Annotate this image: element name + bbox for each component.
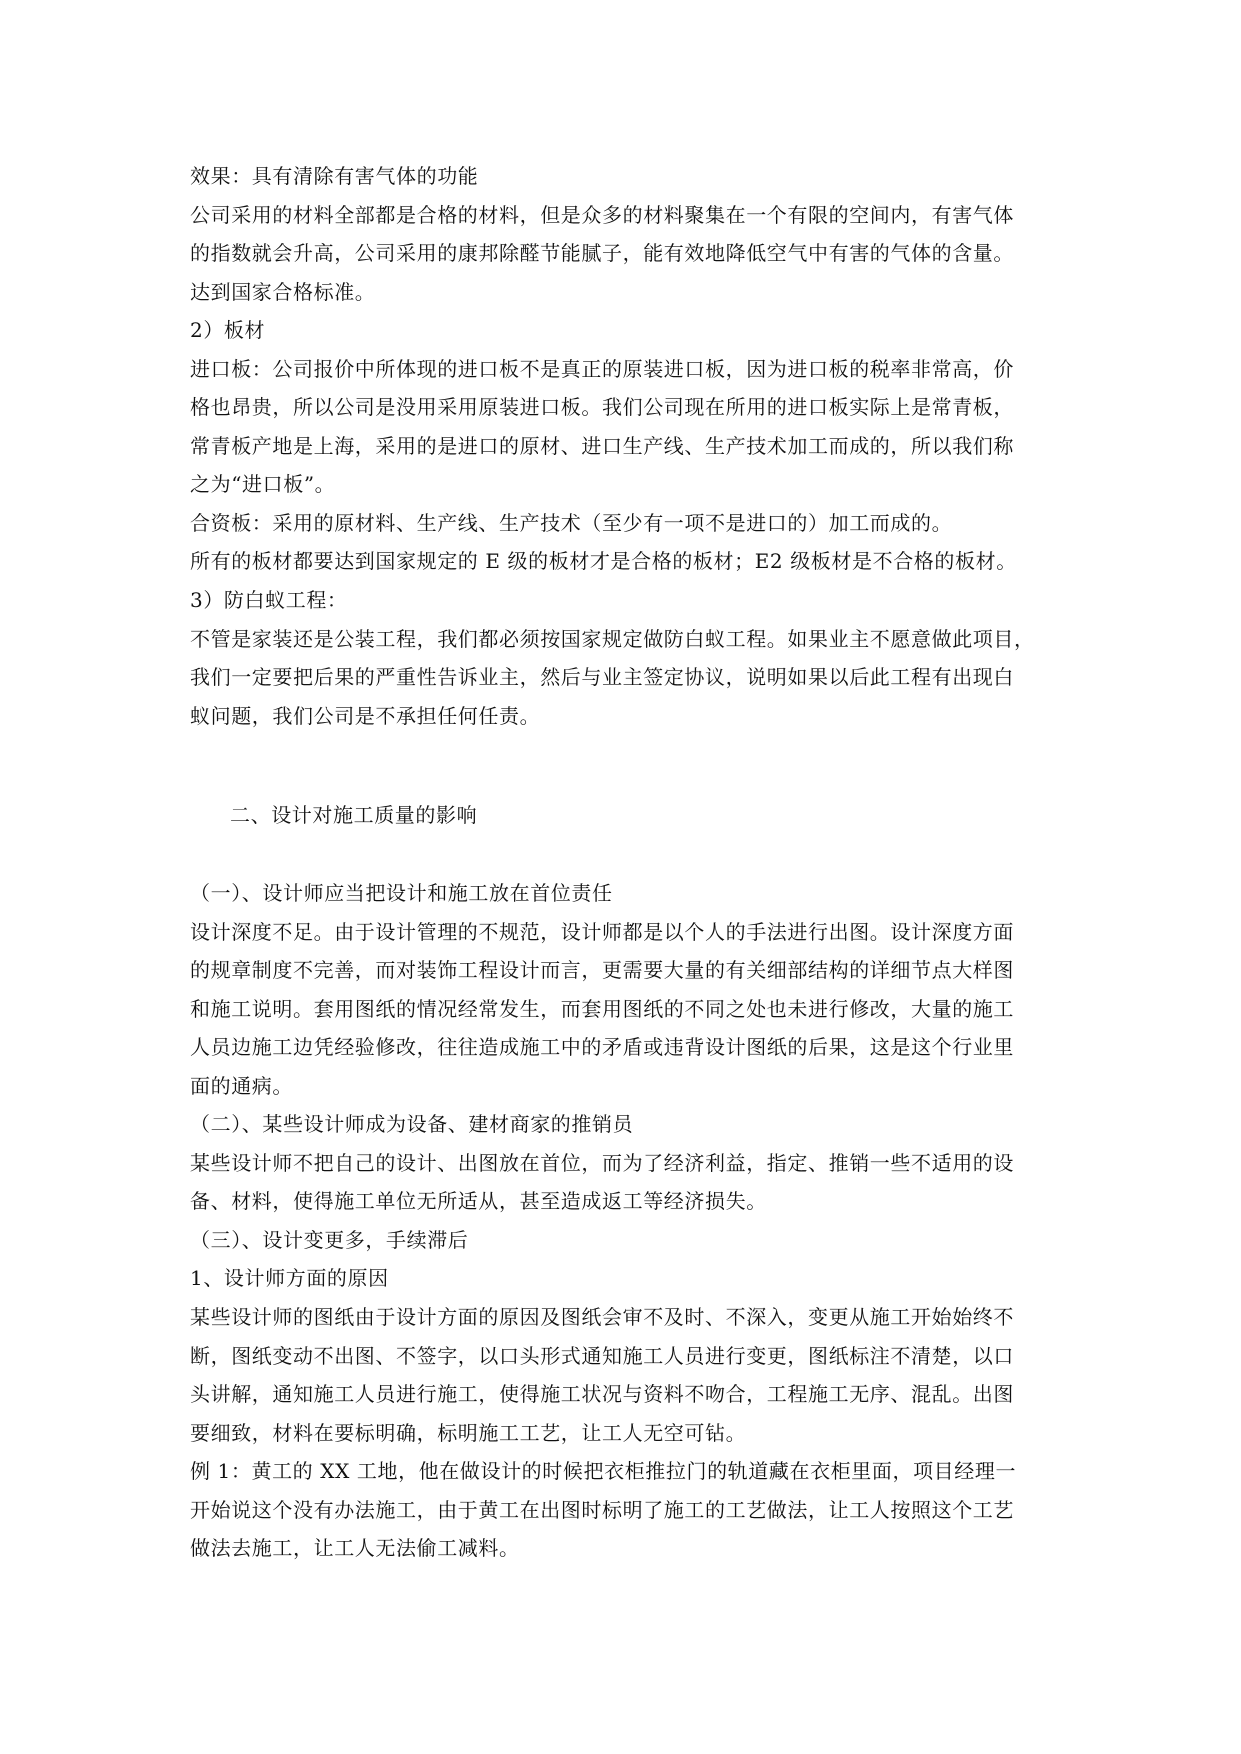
- text-line: 合资板：采用的原材料、生产线、生产技术（至少有一项不是进口的）加工而成的。: [190, 510, 953, 535]
- text-block-materials: [190, 157, 1070, 735]
- text-line: 公司采用的材料全部都是合格的材料，但是众多的材料聚集在一个有限的空间内，有害气体: [190, 202, 1014, 227]
- text-line: 进口板：公司报价中所体现的进口板不是真正的原装进口板，因为进口板的税率非常高，价: [190, 356, 1014, 381]
- text-line: 头讲解，通知施工人员进行施工，使得施工状况与资料不吻合，工程施工无序、混乱。出图: [190, 1382, 1014, 1407]
- text-line: 设计深度不足。由于设计管理的不规范，设计师都是以个人的手法进行出图。设计深度方面: [190, 919, 1014, 944]
- text-line: 人员边施工边凭经验修改，往往造成施工中的矛盾或违背设计图纸的后果，这是这个行业里: [190, 1035, 1014, 1060]
- text-line: 的规章制度不完善，而对装饰工程设计而言，更需要大量的有关细部结构的详细节点大样图: [190, 958, 1014, 983]
- text-line: 2）板材: [190, 318, 266, 343]
- text-line: 开始说这个没有办法施工，由于黄工在出图时标明了施工的工艺做法，让工人按照这个工艺: [190, 1497, 1014, 1522]
- text-block-design: [190, 874, 1070, 1568]
- text-line: 我们一定要把后果的严重性告诉业主，然后与业主签定协议，说明如果以后此工程有出现白: [190, 665, 1014, 690]
- text-line: 某些设计师的图纸由于设计方面的原因及图纸会审不及时、不深入，变更从施工开始始终不: [190, 1305, 1014, 1330]
- text-line: 达到国家合格标准。: [190, 279, 376, 304]
- text-line: 断，图纸变动不出图、不签字，以口头形式通知施工人员进行变更，图纸标注不清楚，以口: [190, 1343, 1014, 1368]
- text-line: 常青板产地是上海，采用的是进口的原材、进口生产线、生产技术加工而成的，所以我们称: [190, 433, 1014, 458]
- text-line: 1、设计师方面的原因: [190, 1266, 389, 1291]
- text-line: 某些设计师不把自己的设计、出图放在首位，而为了经济利益，指定、推销一些不适用的设: [190, 1150, 1014, 1175]
- text-line: 蚁问题，我们公司是不承担任何任责。: [190, 703, 541, 728]
- text-line: 格也昂贵，所以公司是没用采用原装进口板。我们公司现在所用的进口板实际上是常青板，: [190, 395, 1014, 420]
- text-line: 面的通病。: [190, 1073, 293, 1098]
- text-line: 和施工说明。套用图纸的情况经常发生，而套用图纸的不同之处也未进行修改，大量的施工: [190, 996, 1014, 1021]
- text-line: 做法去施工，让工人无法偷工减料。: [190, 1536, 520, 1561]
- text-line: 的指数就会升高，公司采用的康邦除醛节能腻子，能有效地降低空气中有害的气体的含量。: [190, 241, 1014, 266]
- text-line: （三）、设计变更多，手续滞后: [190, 1227, 469, 1252]
- text-line: 备、材料，使得施工单位无所适从，甚至造成返工等经济损失。: [190, 1189, 767, 1214]
- text-line: （一）、设计师应当把设计和施工放在首位责任: [190, 881, 613, 905]
- text-line: （二）、某些设计师成为设备、建材商家的推销员: [190, 1112, 634, 1137]
- text-line: 效果：具有清除有害气体的功能: [190, 164, 479, 188]
- text-line: 之为“进口板”。: [190, 472, 336, 497]
- text-line: 不管是家装还是公装工程，我们都必须按国家规定做防白蚁工程。如果业主不愿意做此项目，: [190, 626, 1035, 651]
- text-line: 3）防白蚁工程：: [190, 588, 348, 613]
- text-line: 所有的板材都要达到国家规定的 E 级的板材才是合格的板材；E2 级板材是不合格的板材。: [190, 549, 1017, 574]
- section-heading: 二、设计对施工质量的影响: [230, 803, 478, 827]
- text-line: 例 1：黄工的 XX 工地，他在做设计的时候把衣柜推拉门的轨道藏在衣柜里面，项目经理一: [190, 1459, 1017, 1484]
- text-line: 要细致，材料在要标明确，标明施工工艺，让工人无空可钻。: [190, 1420, 747, 1445]
